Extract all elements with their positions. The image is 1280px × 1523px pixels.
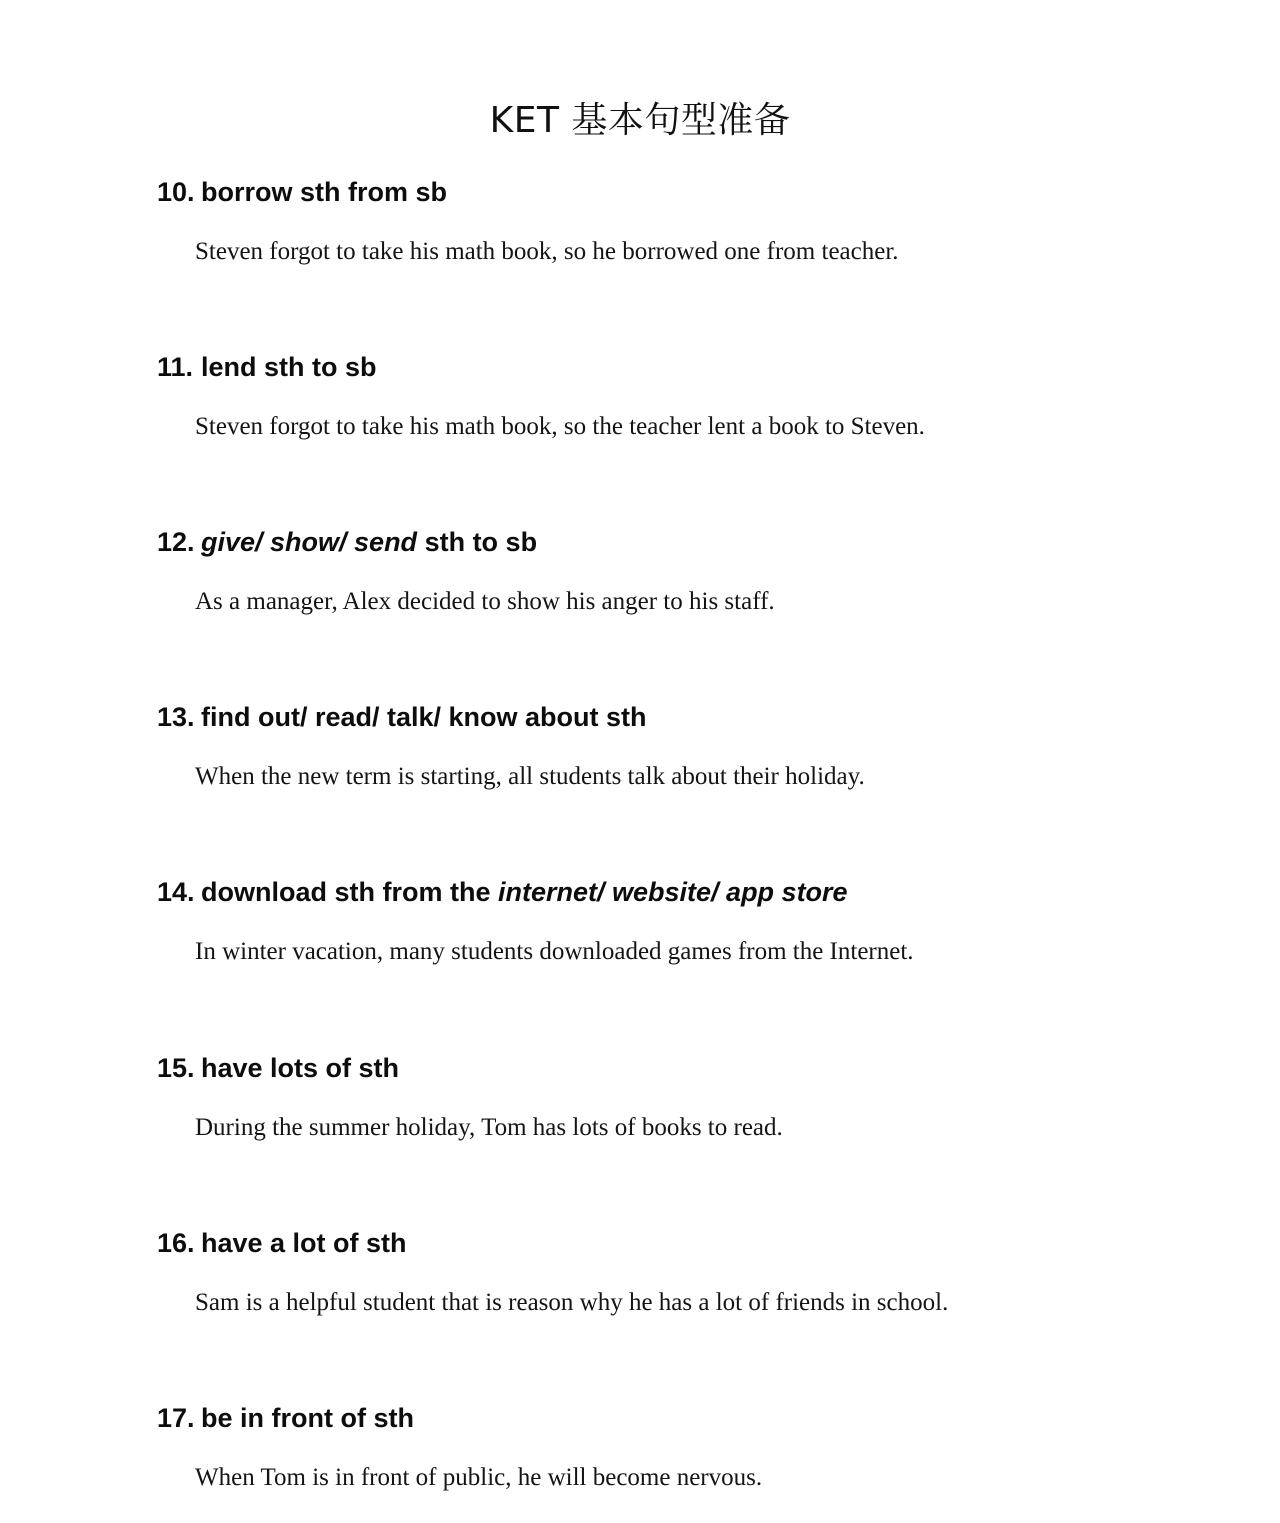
- pattern-text: have a lot of sth: [201, 1228, 407, 1258]
- pattern-text: be in front of sth: [201, 1403, 414, 1433]
- pattern-number: 16.: [157, 1228, 195, 1258]
- sentence-pattern-11: [157, 350, 1157, 443]
- pattern-text-italic: internet/ website/ app store: [498, 877, 848, 907]
- pattern-text-italic: give/ show/ send: [201, 527, 418, 557]
- page-title: KET 基本句型准备: [489, 100, 791, 141]
- pattern-text: lend sth to sb: [201, 352, 377, 382]
- pattern-number: 17.: [157, 1403, 195, 1433]
- example-sentence: Steven forgot to take his math book, so the teacher lent a book to Steven.: [195, 413, 925, 440]
- sentence-pattern-14: [157, 875, 1157, 968]
- pattern-text: find out/ read/ talk/ know about sth: [201, 702, 647, 732]
- example-sentence: As a manager, Alex decided to show his anger to his staff.: [195, 588, 775, 615]
- sentence-pattern-13: [157, 700, 1157, 793]
- pattern-number: 13.: [157, 702, 195, 732]
- pattern-heading: [157, 525, 1157, 559]
- example-sentence: When Tom is in front of public, he will become nervous.: [195, 1464, 763, 1491]
- example-sentence: Steven forgot to take his math book, so he borrowed one from teacher.: [195, 238, 899, 265]
- sentence-pattern-10: [157, 175, 1157, 268]
- pattern-heading: [157, 1051, 1157, 1085]
- sentence-pattern-15: [157, 1051, 1157, 1144]
- pattern-text: borrow sth from sb: [201, 177, 448, 207]
- pattern-heading: [157, 1226, 1157, 1260]
- pattern-number: 11.: [157, 352, 194, 382]
- pattern-heading: [157, 175, 1157, 209]
- example-sentence: During the summer holiday, Tom has lots of books to read.: [195, 1114, 783, 1141]
- pattern-heading: [157, 875, 1157, 909]
- pattern-heading: [157, 350, 1157, 384]
- pattern-heading: [157, 700, 1157, 734]
- pattern-number: 14.: [157, 877, 195, 907]
- pattern-text: download sth from the: [201, 877, 498, 907]
- pattern-text: sth to sb: [417, 527, 538, 557]
- pattern-number: 10.: [157, 177, 195, 207]
- pattern-number: 15.: [157, 1053, 195, 1083]
- pattern-heading: [157, 1401, 1157, 1435]
- example-sentence: In winter vacation, many students downloaded games from the Internet.: [195, 938, 914, 965]
- sentence-pattern-16: [157, 1226, 1157, 1319]
- sentence-pattern-17: [157, 1401, 1157, 1494]
- pattern-text: have lots of sth: [201, 1053, 400, 1083]
- sentence-pattern-12: [157, 525, 1157, 618]
- pattern-number: 12.: [157, 527, 195, 557]
- example-sentence: When the new term is starting, all students talk about their holiday.: [195, 763, 865, 790]
- example-sentence: Sam is a helpful student that is reason why he has a lot of friends in school.: [195, 1289, 949, 1316]
